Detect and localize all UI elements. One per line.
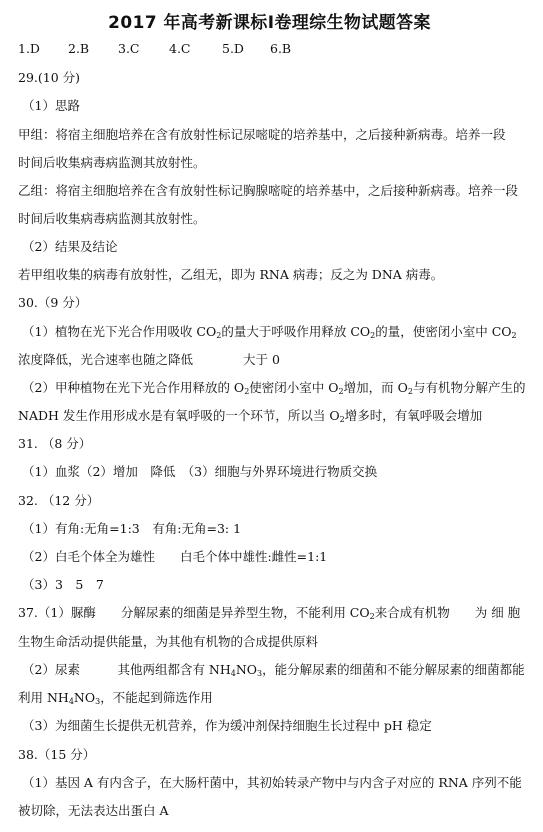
text-run: NO [73,690,96,705]
subscript: 2 [370,331,376,340]
text-run: 大于 0 [243,352,280,367]
subscript: 2 [511,331,517,340]
q32-header: 32. （12 分） [18,493,100,508]
q29-part2-label: （2）结果及结论 [22,239,118,254]
text-run: ，不能起到筛选作用 [100,690,213,705]
text-run: 来合成有机物 为 细 胞 [374,605,521,620]
text-run: 利用 NH [18,690,69,705]
subscript: 2 [369,612,375,621]
q31-header: 31. （8 分） [18,436,92,451]
subscript: 4 [230,669,236,678]
subscript: 2 [338,387,344,396]
mc-answer-3: 3.C [118,41,140,56]
q32-part1: （1）有角:无角=1:3 有角:无角=3: 1 [22,521,242,536]
text-run: 增多时，有氧呼吸会增加 [344,408,483,423]
q37-part2-line1 [22,662,525,682]
q37-part2-line2 [18,690,213,710]
subscript: 2 [216,331,222,340]
q29-group-jia-line2: 时间后收集病毒病监测其放射性。 [18,155,206,170]
q29-header: 29.(10 分) [18,70,81,85]
text-run: 使密闭小室中 O [249,380,339,395]
mc-answer-5: 5.D [222,41,244,56]
text-run: （1）植物在光下光合作用吸收 CO [22,324,217,339]
subscript: 3 [257,669,263,678]
q30-part1-line2 [18,352,280,368]
q38-part1-line2: 被切除，无法表达出蛋白 A [18,803,169,818]
q29-group-jia-line1: 甲组：将宿主细胞培养在含有放射性标记尿嘧啶的培养基中，之后接种新病毒。培养一段 [18,127,506,142]
text-run: 37.（1）脲酶 分解尿素的细菌是异养型生物，不能利用 CO [18,605,370,620]
text-run: ，能分解尿素的细菌和不能分解尿素的细菌都能 [262,662,525,677]
text-run: 与有机物分解产生的 [412,380,526,395]
multiple-choice-answers [18,41,291,57]
q32-part2: （2）白毛个体全为雄性 白毛个体中雄性:雌性=1:1 [22,549,328,564]
text-run: 增加，而 O [343,380,408,395]
q30-part2-line2 [18,408,482,428]
q37-part1-line1 [18,605,520,625]
mc-answer-6: 6.B [270,41,292,56]
mc-answer-4: 4.C [169,41,191,56]
subscript: 2 [339,415,345,424]
q38-header: 38.（15 分） [18,747,96,762]
mc-answer-2: 2.B [68,41,90,56]
q30-part1-line1 [22,324,517,344]
mc-answer-1: 1.D [18,41,40,56]
text-run: （2）甲种植物在光下光合作用释放的 O [22,380,245,395]
subscript: 3 [95,697,101,706]
text-run: NO [235,662,258,677]
q37-part3: （3）为细菌生长提供无机营养，作为缓冲剂保持细胞生长过程中 pH 稳定 [22,718,432,733]
text-run: （2）尿素 其他两组都含有 NH [22,662,231,677]
q31-answer: （1）血浆（2）增加 降低 （3）细胞与外界环境进行物质交换 [22,464,378,479]
q29-part2-text: 若甲组收集的病毒有放射性，乙组无，即为 RNA 病毒；反之为 DNA 病毒。 [18,267,444,282]
subscript: 2 [244,387,250,396]
text-run: 的量大于呼吸作用释放 CO [221,324,371,339]
q30-header: 30.（9 分） [18,295,88,310]
q37-part1-line2: 生物生命活动提供能量，为其他有机物的合成提供原料 [18,634,319,649]
text-run: 的量，使密闭小室中 CO [375,324,512,339]
q30-part2-line1 [22,380,525,400]
page-title: 2017 年高考新课标Ⅰ卷理综生物试题答案 [108,13,431,33]
subscript: 4 [68,697,74,706]
q29-group-yi-line2: 时间后收集病毒病监测其放射性。 [18,211,206,226]
subscript: 2 [407,387,413,396]
q38-part1-line1: （1）基因 A 有内含子，在大肠杆菌中，其初始转录产物中与内含子对应的 RNA 序列不能 [22,775,522,790]
text-run: NADH 发生作用形成水是有氧呼吸的一个环节，所以当 O [18,408,340,423]
q29-group-yi-line1: 乙组：将宿主细胞培养在含有放射性标记胸腺嘧啶的培养基中，之后接种新病毒。培养一段 [18,183,519,198]
text-run: 浓度降低，光合速率也随之降低 [18,352,194,367]
q29-part1-label: （1）思路 [22,98,80,113]
q32-part3: （3）3 5 7 [22,577,104,592]
